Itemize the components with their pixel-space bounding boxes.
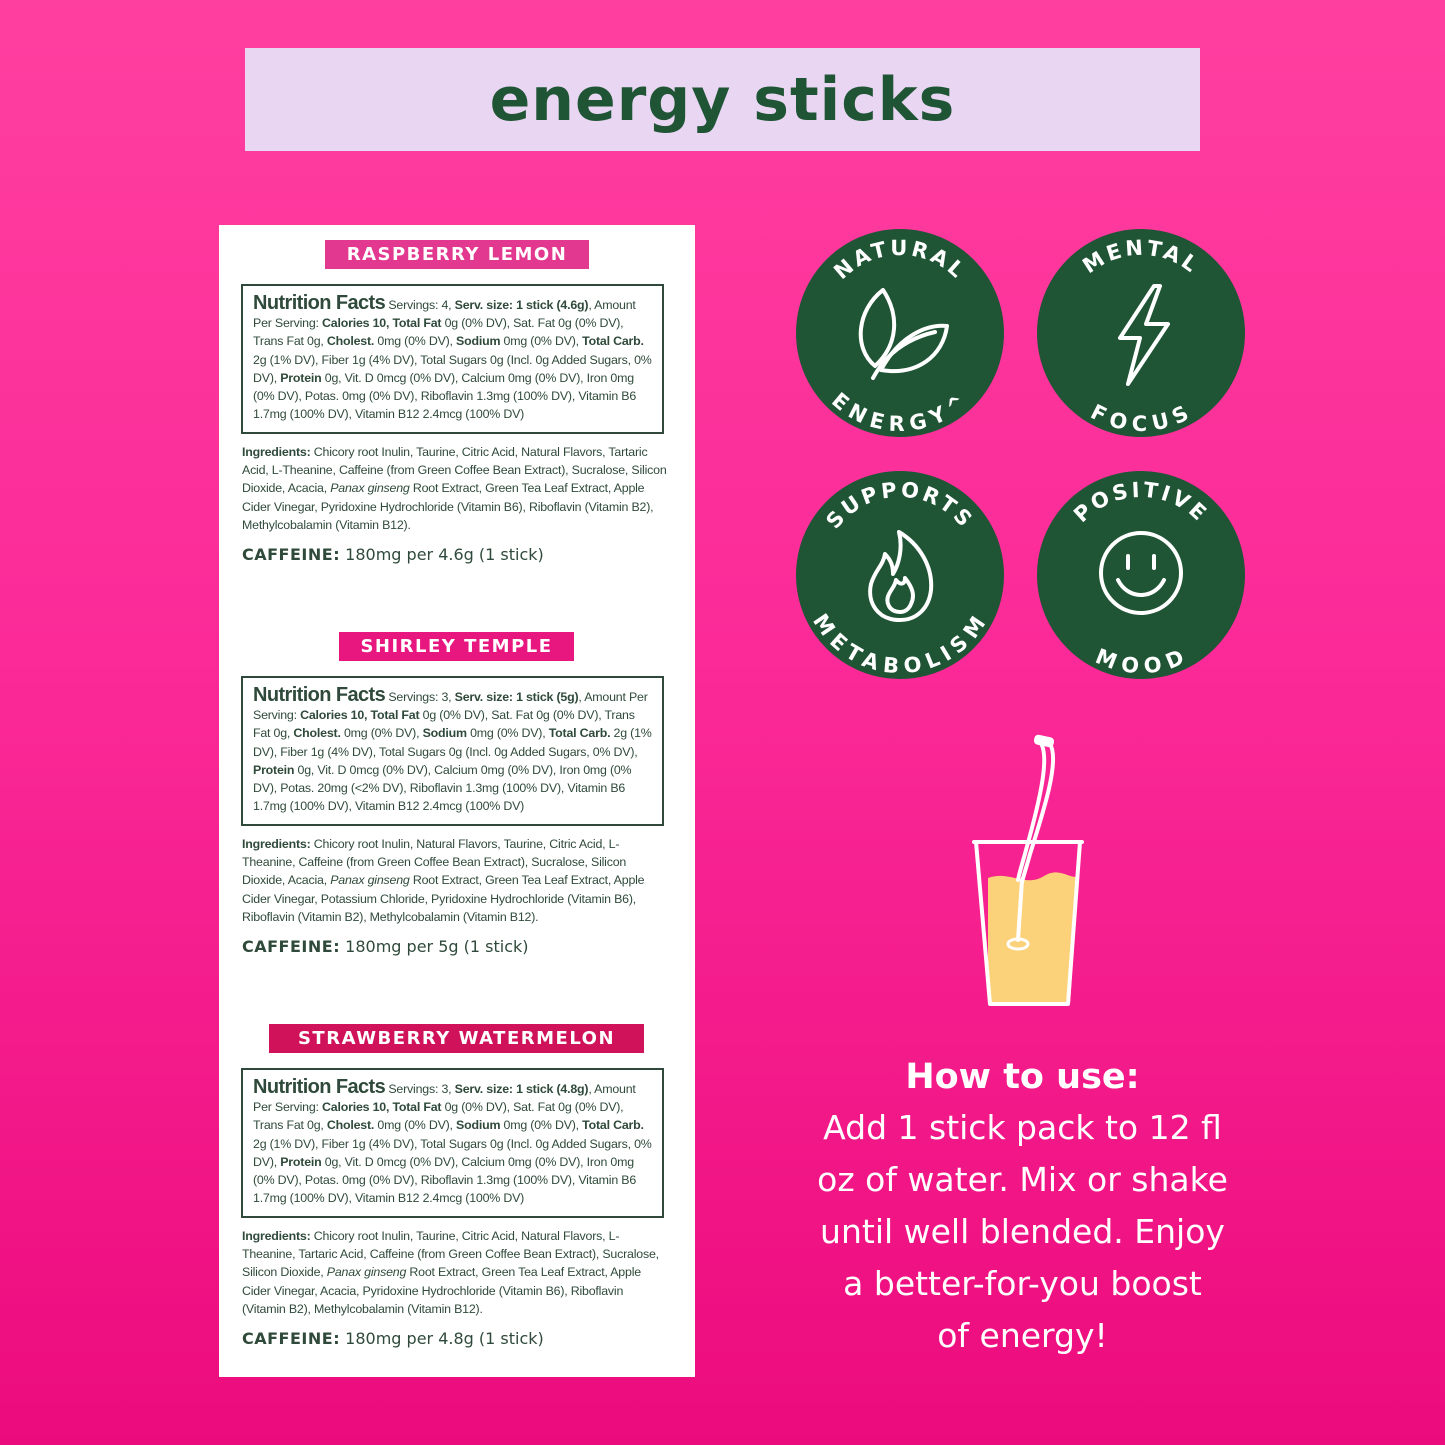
- nutrition-facts-title: Nutrition Facts: [253, 292, 386, 314]
- how-to-use-line: of energy!: [937, 1316, 1108, 1355]
- nutrition-facts-text: Servings: 3, Serv. size: 1 stick (5g), Amount Per Serving: Calories 10, Total Fat 0g (0% DV), Sat. Fat 0g (0% DV), Trans Fat 0g, Cholest. 0mg (0% DV), Sodium 0mg (0% DV), Total Carb. 2g (1% DV), Fiber 1g (4% DV), Total Sugars 0g (Incl. 0g Added Sugars, 0% DV), Protein 0g, Vit. D 0mcg (0% DV), Calcium 0mg (0% DV), Iron 0mg (0% DV), Potas. 20mg (<2% DV), Riboflavin 1.3mg (100% DV), Vitamin B6 1.7mg (100% DV), Vitamin B12 2.4mcg (100% DV): [253, 690, 652, 814]
- badge-mental-focus: [1036, 228, 1246, 438]
- badge-natural-energy: [795, 228, 1005, 438]
- flavor-label: STRAWBERRY WATERMELON: [269, 1024, 644, 1053]
- caffeine-info: CAFFEINE: 180mg per 4.6g (1 stick): [242, 545, 544, 564]
- badge-bottom-text: MOOD: [1092, 644, 1191, 679]
- nutrition-facts-title: Nutrition Facts: [253, 1076, 386, 1098]
- badge-supports-metabolism: [795, 470, 1005, 680]
- how-to-use: [770, 1052, 1275, 1362]
- badge-top-text: SUPPORTS: [821, 477, 979, 534]
- ingredients-text: Ingredients: Chicory root Inulin, Taurine, Citric Acid, Natural Flavors, Tartaric Acid, L-Theanine, Caffeine (from Green Coffee Bean Extract), Sucralose, Silicon Dioxide, Acacia, Panax ginseng Root Extract, Green Tea Leaf Extract, Apple Cider Vinegar, Pyridoxine Hydrochloride (Vitamin B6), Riboflavin (Vitamin B2), Methylcobalamin (Vitamin B12).: [242, 445, 667, 532]
- nutrition-facts-text: Servings: 4, Serv. size: 1 stick (4.6g), Amount Per Serving: Calories 10, Total Fat 0g (0% DV), Sat. Fat 0g (0% DV), Trans Fat 0g, Cholest. 0mg (0% DV), Sodium 0mg (0% DV), Total Carb. 2g (1% DV), Fiber 1g (4% DV), Total Sugars 0g (Incl. 0g Added Sugars, 0% DV), Protein 0g, Vit. D 0mcg (0% DV), Calcium 0mg (0% DV), Iron 0mg (0% DV), Potas. 0mg (0% DV), Riboflavin 1.3mg (100% DV), Vitamin B6 1.7mg (100% DV), Vitamin B12 2.4mcg (100% DV): [253, 298, 652, 422]
- glass-with-frother-icon: [960, 730, 1100, 1010]
- how-to-use-line: a better-for-you boost: [843, 1264, 1202, 1303]
- how-to-use-line: Add 1 stick pack to 12 fl: [823, 1108, 1222, 1147]
- nutrition-facts-title: Nutrition Facts: [253, 684, 386, 706]
- ingredients-text: Ingredients: Chicory root Inulin, Natural Flavors, Taurine, Citric Acid, L-Theanine, Caffeine (from Green Coffee Bean Extract), Sucralose, Silicon Dioxide, Acacia, Panax ginseng Root Extract, Green Tea Leaf Extract, Apple Cider Vinegar, Potassium Chloride, Pyridoxine Hydrochloride (Vitamin B6), Riboflavin (Vitamin B2), Methylcobalamin (Vitamin B12).: [242, 837, 645, 924]
- flavor-label: RASPBERRY LEMON: [325, 240, 589, 269]
- how-to-use-line: until well blended. Enjoy: [820, 1212, 1225, 1251]
- caffeine-info: CAFFEINE: 180mg per 4.8g (1 stick): [242, 1329, 544, 1348]
- badge-top-text: NATURAL: [829, 235, 971, 285]
- nutrition-panel: [219, 225, 695, 1377]
- how-to-use-heading: How to use:: [905, 1057, 1140, 1097]
- page-title: energy sticks: [489, 64, 956, 135]
- caffeine-info: CAFFEINE: 180mg per 5g (1 stick): [242, 937, 529, 956]
- badge-top-text: POSITIVE: [1069, 477, 1213, 528]
- flavor-label: SHIRLEY TEMPLE: [339, 632, 574, 661]
- nutrition-facts-box: [241, 284, 664, 434]
- how-to-use-line: oz of water. Mix or shake: [817, 1160, 1228, 1199]
- badge-positive-mood: [1036, 470, 1246, 680]
- ingredients-text: Ingredients: Chicory root Inulin, Taurine, Citric Acid, Natural Flavors, L-Theanine, Tartaric Acid, Caffeine (from Green Coffee Bean Extract), Sucralose, Silicon Dioxide, Panax ginseng Root Extract, Green Tea Leaf Extract, Apple Cider Vinegar, Acacia, Pyridoxine Hydrochloride (Vitamin B6), Riboflavin (Vitamin B2), Methylcobalamin (Vitamin B12).: [242, 1229, 659, 1316]
- badge-bottom-text: ENERGY^: [827, 388, 973, 437]
- badge-bottom-text: METABOLISM: [807, 609, 993, 679]
- badge-bottom-text: FOCUS: [1086, 399, 1196, 437]
- nutrition-facts-box: [241, 676, 664, 826]
- badge-top-text: MENTAL: [1078, 235, 1205, 279]
- title-banner: [245, 48, 1200, 151]
- nutrition-facts-box: [241, 1068, 664, 1218]
- nutrition-facts-text: Servings: 3, Serv. size: 1 stick (4.8g), Amount Per Serving: Calories 10, Total Fat 0g (0% DV), Sat. Fat 0g (0% DV), Trans Fat 0g, Cholest. 0mg (0% DV), Sodium 0mg (0% DV), Total Carb. 2g (1% DV), Fiber 1g (4% DV), Total Sugars 0g (Incl. 0g Added Sugars, 0% DV), Protein 0g, Vit. D 0mcg (0% DV), Calcium 0mg (0% DV), Iron 0mg (0% DV), Potas. 0mg (0% DV), Riboflavin 1.3mg (100% DV), Vitamin B6 1.7mg (100% DV), Vitamin B12 2.4mcg (100% DV): [253, 1082, 652, 1206]
